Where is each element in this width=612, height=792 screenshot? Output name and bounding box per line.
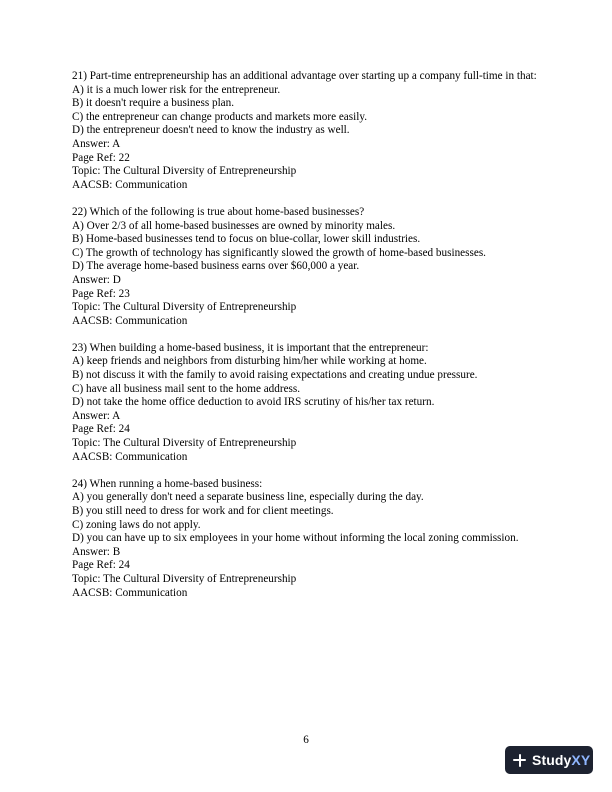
question-stem: 24) When running a home-based business: [72, 477, 263, 490]
page-ref: Page Ref: 22 [72, 151, 130, 164]
page-ref: Page Ref: 24 [72, 559, 130, 572]
page-ref: Page Ref: 23 [72, 287, 130, 300]
option-c: C) The growth of technology has significantly slowed the growth of home-based businesses. [72, 246, 486, 259]
answer: Answer: D [72, 273, 121, 286]
document-body [72, 70, 542, 614]
page-number: 6 [303, 734, 309, 746]
watermark-brand-part2: XY [571, 752, 591, 768]
option-c: C) have all business mail sent to the home address. [72, 382, 301, 395]
question-21 [72, 70, 542, 192]
option-a: A) Over 2/3 of all home-based businesses are owned by minority males. [72, 219, 396, 232]
watermark-brand-part1: Study [532, 752, 572, 768]
page-ref: Page Ref: 24 [72, 423, 130, 436]
aacsb: AACSB: Communication [72, 450, 188, 463]
topic: Topic: The Cultural Diversity of Entrepreneurship [72, 165, 297, 178]
question-stem: 22) Which of the following is true about home-based businesses? [72, 205, 365, 218]
option-b: B) Home-based businesses tend to focus on blue-collar, lower skill industries. [72, 233, 421, 246]
option-c: C) the entrepreneur can change products and markets more easily. [72, 110, 367, 123]
option-b: B) not discuss it with the family to avoid raising expectations and creating undue pressure. [72, 369, 478, 382]
aacsb: AACSB: Communication [72, 314, 188, 327]
aacsb: AACSB: Communication [72, 178, 188, 191]
question-24 [72, 478, 542, 600]
option-d: D) The average home-based business earns over $60,000 a year. [72, 260, 360, 273]
option-c: C) zoning laws do not apply. [72, 518, 201, 531]
option-a: A) it is a much lower risk for the entrepreneur. [72, 83, 281, 96]
option-b: B) you still need to dress for work and for client meetings. [72, 505, 334, 517]
topic: Topic: The Cultural Diversity of Entrepreneurship [72, 301, 297, 314]
option-b: B) it doesn't require a business plan. [72, 97, 235, 110]
answer: Answer: B [72, 545, 121, 558]
option-a: A) you generally don't need a separate business line, especially during the day. [72, 491, 424, 504]
option-a: A) keep friends and neighbors from disturbing him/her while working at home. [72, 355, 427, 368]
plus-icon [513, 754, 526, 767]
question-23 [72, 342, 542, 464]
aacsb: AACSB: Communication [72, 586, 188, 599]
question-stem: 23) When building a home-based business, it is important that the entrepreneur: [72, 341, 429, 354]
answer: Answer: A [72, 409, 121, 422]
topic: Topic: The Cultural Diversity of Entrepreneurship [72, 437, 297, 450]
topic: Topic: The Cultural Diversity of Entrepreneurship [72, 572, 297, 585]
option-d: D) not take the home office deduction to avoid IRS scrutiny of his/her tax return. [72, 396, 435, 409]
answer: Answer: A [72, 137, 121, 150]
watermark-brand [532, 752, 590, 768]
question-stem: 21) Part-time entrepreneurship has an additional advantage over starting up a company full-time in that: [72, 70, 537, 82]
question-22 [72, 206, 542, 328]
option-d: D) you can have up to six employees in your home without informing the local zoning commission. [72, 532, 519, 545]
option-d: D) the entrepreneur doesn't need to know the industry as well. [72, 124, 350, 137]
studyxy-watermark[interactable] [505, 746, 593, 774]
